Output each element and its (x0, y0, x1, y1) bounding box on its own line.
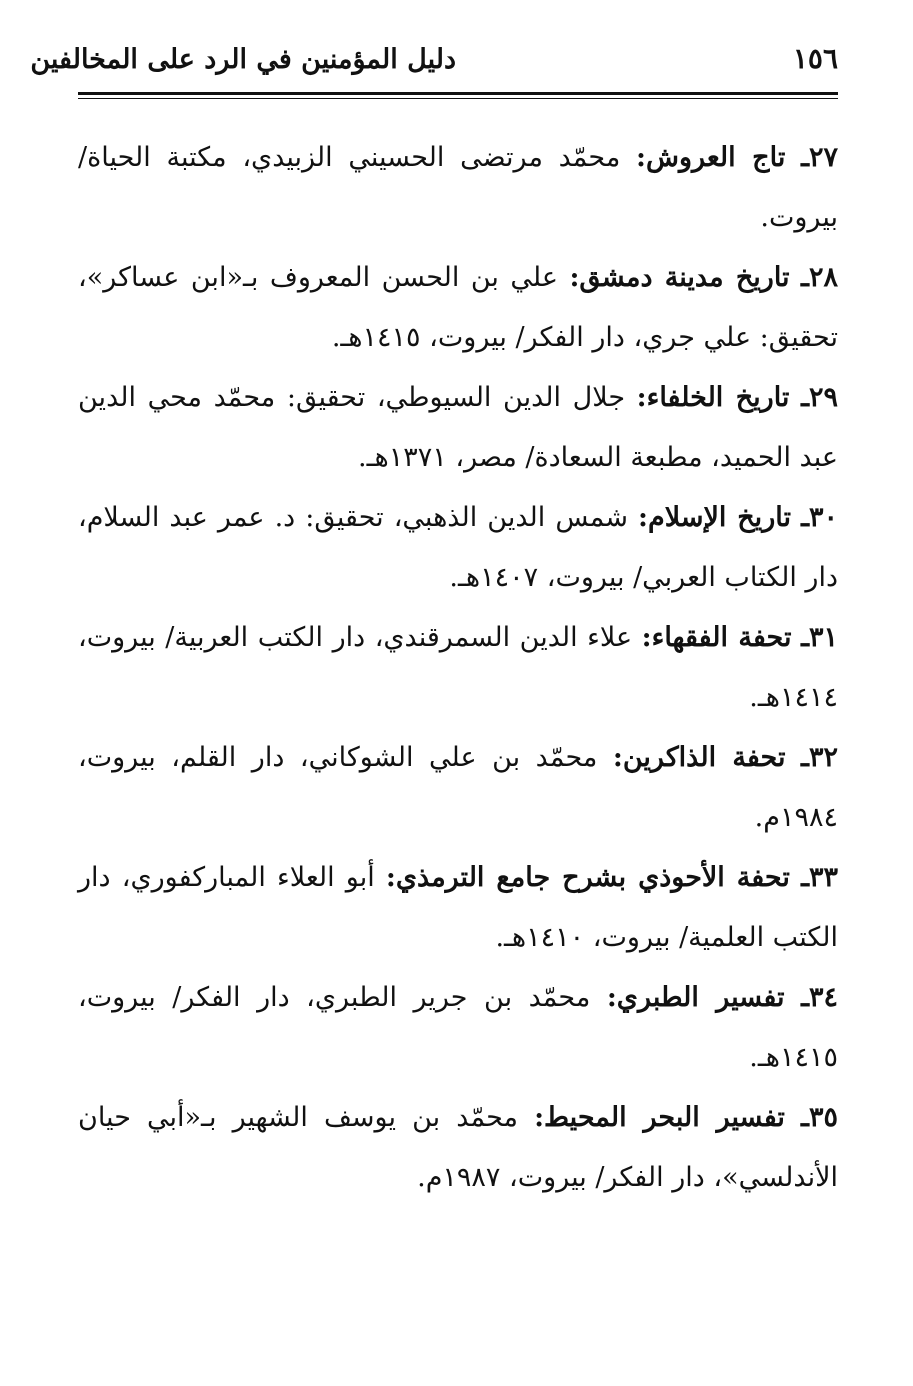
entry-title: تاريخ الخلفاء: (636, 382, 790, 413)
entry-title: تفسير البحر المحيط: (534, 1102, 785, 1133)
bibliography-entry-29 (78, 368, 838, 488)
entry-number: ٢٩ـ (801, 382, 838, 413)
entry-title: تحفة الفقهاء: (641, 622, 792, 653)
entry-number: ٣٢ـ (801, 742, 838, 773)
entry-title: تفسير الطبري: (606, 982, 785, 1013)
entry-text: محمّد بن جرير الطبري، دار الفكر/ بيروت، ١٤١٥هـ. (78, 982, 838, 1073)
entry-title: تاريخ الإسلام: (638, 502, 791, 533)
entry-title: تحفة الأحوذي بشرح جامع الترمذي: (385, 862, 790, 893)
bibliography-entry-34 (78, 968, 838, 1088)
entry-text: علي بن الحسن المعروف بـ«ابن عساكر»، تحقيق: علي جري، دار الفكر/ بيروت، ١٤١٥هـ. (78, 262, 838, 353)
bibliography-list (78, 128, 838, 1208)
entry-title: تاريخ مدينة دمشق: (569, 262, 790, 293)
entry-text: محمّد بن يوسف الشهير بـ«أبي حيان الأندلسي»، دار الفكر/ بيروت، ١٩٨٧م. (78, 1102, 838, 1193)
entry-number: ٢٧ـ (801, 142, 838, 173)
entry-text: جلال الدين السيوطي، تحقيق: محمّد محي الدين عبد الحميد، مطبعة السعادة/ مصر، ١٣٧١هـ. (78, 382, 838, 473)
entry-number: ٣٤ـ (801, 982, 839, 1013)
header-rule-thin (78, 98, 838, 99)
entry-text: أبو العلاء المباركفوري، دار الكتب العلمية/ بيروت، ١٤١٠هـ. (78, 862, 838, 953)
bibliography-entry-31 (78, 608, 838, 728)
entry-title: تحفة الذاكرين: (612, 742, 786, 773)
entry-text: علاء الدين السمرقندي، دار الكتب العربية/ بيروت، ١٤١٤هـ. (78, 622, 838, 713)
entry-number: ٢٨ـ (801, 262, 838, 293)
bibliography-entry-32 (78, 728, 838, 848)
entry-title: تاج العروش: (636, 142, 786, 173)
entry-number: ٣٣ـ (801, 862, 838, 893)
bibliography-entry-27 (78, 128, 838, 248)
page-number: ١٥٦ (792, 42, 838, 75)
entry-number: ٣٥ـ (801, 1102, 838, 1133)
entry-number: ٣١ـ (801, 622, 838, 653)
bibliography-entry-28 (78, 248, 838, 368)
entry-text: محمّد مرتضى الحسيني الزبيدي، مكتبة الحياة/ بيروت. (78, 142, 838, 233)
bibliography-entry-30 (78, 488, 838, 608)
running-title: دليل المؤمنين في الرد على المخالفين (30, 44, 456, 75)
page-header (30, 38, 838, 90)
entry-number: ٣٠ـ (801, 502, 838, 533)
entry-text: محمّد بن علي الشوكاني، دار القلم، بيروت، ١٩٨٤م. (78, 742, 838, 833)
bibliography-entry-35 (78, 1088, 838, 1208)
header-rule-thick (78, 92, 838, 95)
bibliography-entry-33 (78, 848, 838, 968)
entry-text: شمس الدين الذهبي، تحقيق: د. عمر عبد السلام، دار الكتاب العربي/ بيروت، ١٤٠٧هـ. (78, 502, 838, 593)
